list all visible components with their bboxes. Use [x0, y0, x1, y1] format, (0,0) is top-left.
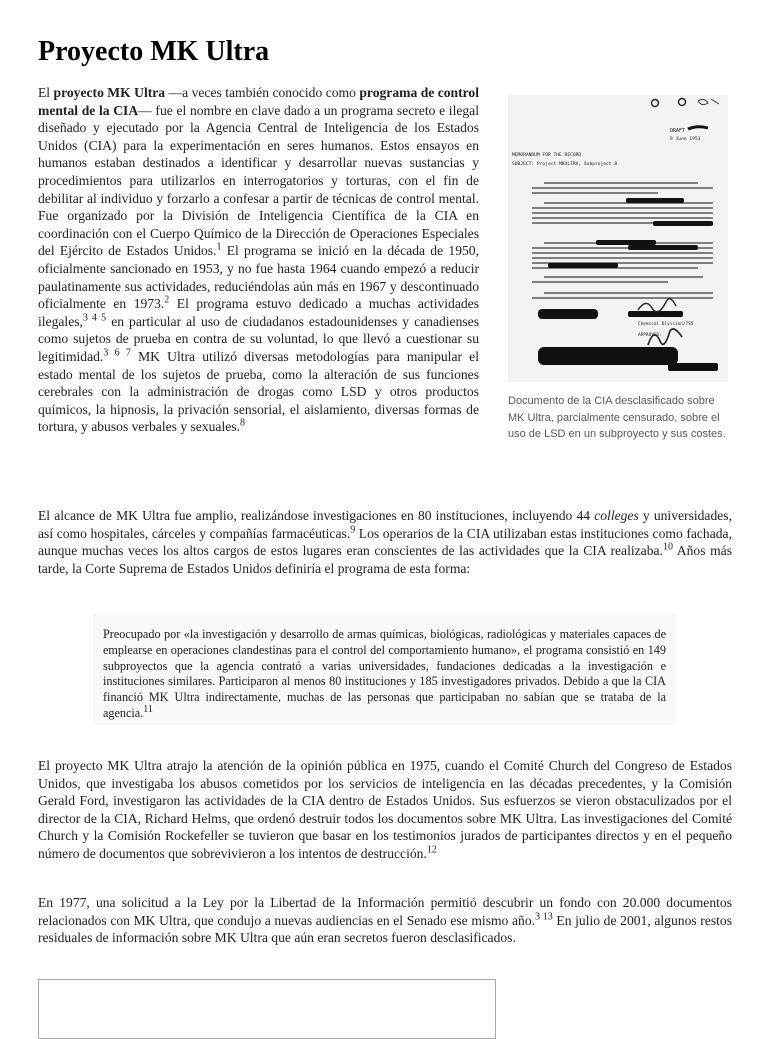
infobox-partial	[38, 979, 496, 1039]
bold-term: programa de control mental de la CIA	[38, 85, 479, 118]
figure	[508, 95, 728, 443]
citation-link[interactable]: 11	[143, 703, 153, 715]
blockquote: Preocupado por «la investigación y desarrollo de armas químicas, biológicas, radiológicas y materiales capaces de emplearse en operaciones clandestinas para el control del comportamiento humano», el programa consistió en 149 subproyectos que la agencia contrató a varias universidades, fundaciones dedicadas a la investigación e instituciones similares. Participaron al menos 80 instituciones y 185 investigadores privados. Debido a que la CIA financió MK Ultra indirectamente, muchas de las personas que participaban no sabían que se trataba de la agencia.$^{11}$	[93, 613, 676, 725]
doc-subject: SUBJECT: Project MKULTRA, Subproject 8	[512, 162, 618, 167]
citation-link[interactable]: 8	[239, 417, 245, 429]
page-title: Proyecto MK Ultra	[38, 36, 270, 67]
citation-link[interactable]: 1	[216, 241, 222, 253]
bold-term: proyecto MK Ultra	[53, 85, 166, 100]
doc-date: 9 June 1953	[670, 137, 701, 142]
doc-memo: MEMORANDUM FOR THE RECORD	[512, 153, 582, 158]
citation-link[interactable]: 9	[350, 524, 356, 536]
citation-link[interactable]: 3 4 5	[82, 312, 107, 324]
citation-link[interactable]: 3 13	[535, 911, 553, 923]
doc-signature-caption: Chemical Division/TSS	[638, 322, 694, 327]
figure-caption: Documento de la CIA desclasificado sobre MK Ultra, parcialmente censurado, sobre el uso de LSD en un subproyecto y sus costes.	[508, 395, 726, 440]
declassified-document-image[interactable]	[508, 95, 728, 382]
doc-approved: APPROVED:	[638, 333, 662, 338]
citation-link[interactable]: 2	[164, 294, 170, 306]
intro-paragraph: El proyecto MK Ultra —a veces también conocido como programa de control mental de la CIA— fue el nombre en clave dado a un programa secreto e ilegal diseñado y ejecutado por la Agencia Central de Inteligencia de los Estados Unidos (CIA) para la experimentación en seres humanos. Estos ensayos en humanos estaban destinados a identificar y desarrollar nuevas sustancias y procedimientos para utilizarlos en interrogatorios y torturas, con el fin de debilitar al individuo y forzarlo a confesar a partir de técnicas de control mental. Fue organizado por la División de Inteligencia Científica de la CIA en coordinación con el Cuerpo Químico de la Dirección de Operaciones Especiales del Ejército de Estados Unidos.$^1$ El programa se inició en la década de 1950, oficialmente sancionado en 1953, y no fue hasta 1964 cuando empezó a reducir paulatinamente sus actividades, reduciéndolas aún más en 1967 y descontinuado oficialmente en 1973.$^2$ El programa estuvo dedicado a muchas actividades ilegales,$^{3 4 5}$ en particular al uso de ciudadanos estadounidenses y canadienses como sujetos de prueba en contra de su voluntad, lo que llevó a cuestionar su legitimidad.$^{3 6 7}$ MK Ultra utilizó diversas metodologías para manipular el estado mental de los sujetos de prueba, como la alteración de sus funciones cerebrales con la administración de drogas como LSD y otros productos químicos, la hipnosis, la privación sensorial, el aislamiento, diversas formas de tortura, y abusos verbales y sexuales.$^8$	[38, 85, 479, 435]
paragraph-3: El proyecto MK Ultra atrajo la atención de la opinión pública en 1975, cuando el Comité Church del Congreso de Estados Unidos, que investigaba los abusos cometidos por los servicios de inteligencia en las décadas precedentes, y la Comisión Gerald Ford, investigaron las actividades de la CIA dentro de Estados Unidos. Sus esfuerzos se vieron obstaculizados por el director de la CIA, Richard Helms, que ordenó destruir todos los documentos sobre MK Ultra. Las investigaciones del Comité Church y la Comisión Rockefeller se tuvieron que basar en los testimonios jurados de participantes directos y en el pequeño número de documentos que sobrevivieron a los intentos de destrucción.$^{12}$	[38, 758, 732, 861]
paragraph-2: El alcance de MK Ultra fue amplio, realizándose investigaciones en 80 instituciones, incluyendo 44 colleges y universidades, así como hospitales, cárceles y compañías farmacéuticas.$^9$ Los operarios de la CIA utilizaban estas instituciones como fachada, aunque muchas veces los altos cargos de estos lugares eran conscientes de las actividades que la CIA realizaba.$^{10}$ Años más tarde, la Corte Suprema de Estados Unidos definiría el programa de esta forma:	[38, 508, 732, 576]
citation-link[interactable]: 12	[426, 844, 437, 856]
citation-link[interactable]: 10	[662, 541, 673, 553]
svg-text:DRAFT: DRAFT	[670, 128, 686, 134]
citation-link[interactable]: 3 6 7	[103, 347, 131, 359]
paragraph-4: En 1977, una solicitud a la Ley por la Libertad de la Información permitió descubrir un fondo con 20.000 documentos relacionados con MK Ultra, que condujo a nuevas audiencias en el Senado ese mismo año.$^{3 13}$ En julio de 2001, algunos restos residuales de información sobre MK Ultra que aún eran secretos fueron desclasificados.	[38, 895, 732, 946]
